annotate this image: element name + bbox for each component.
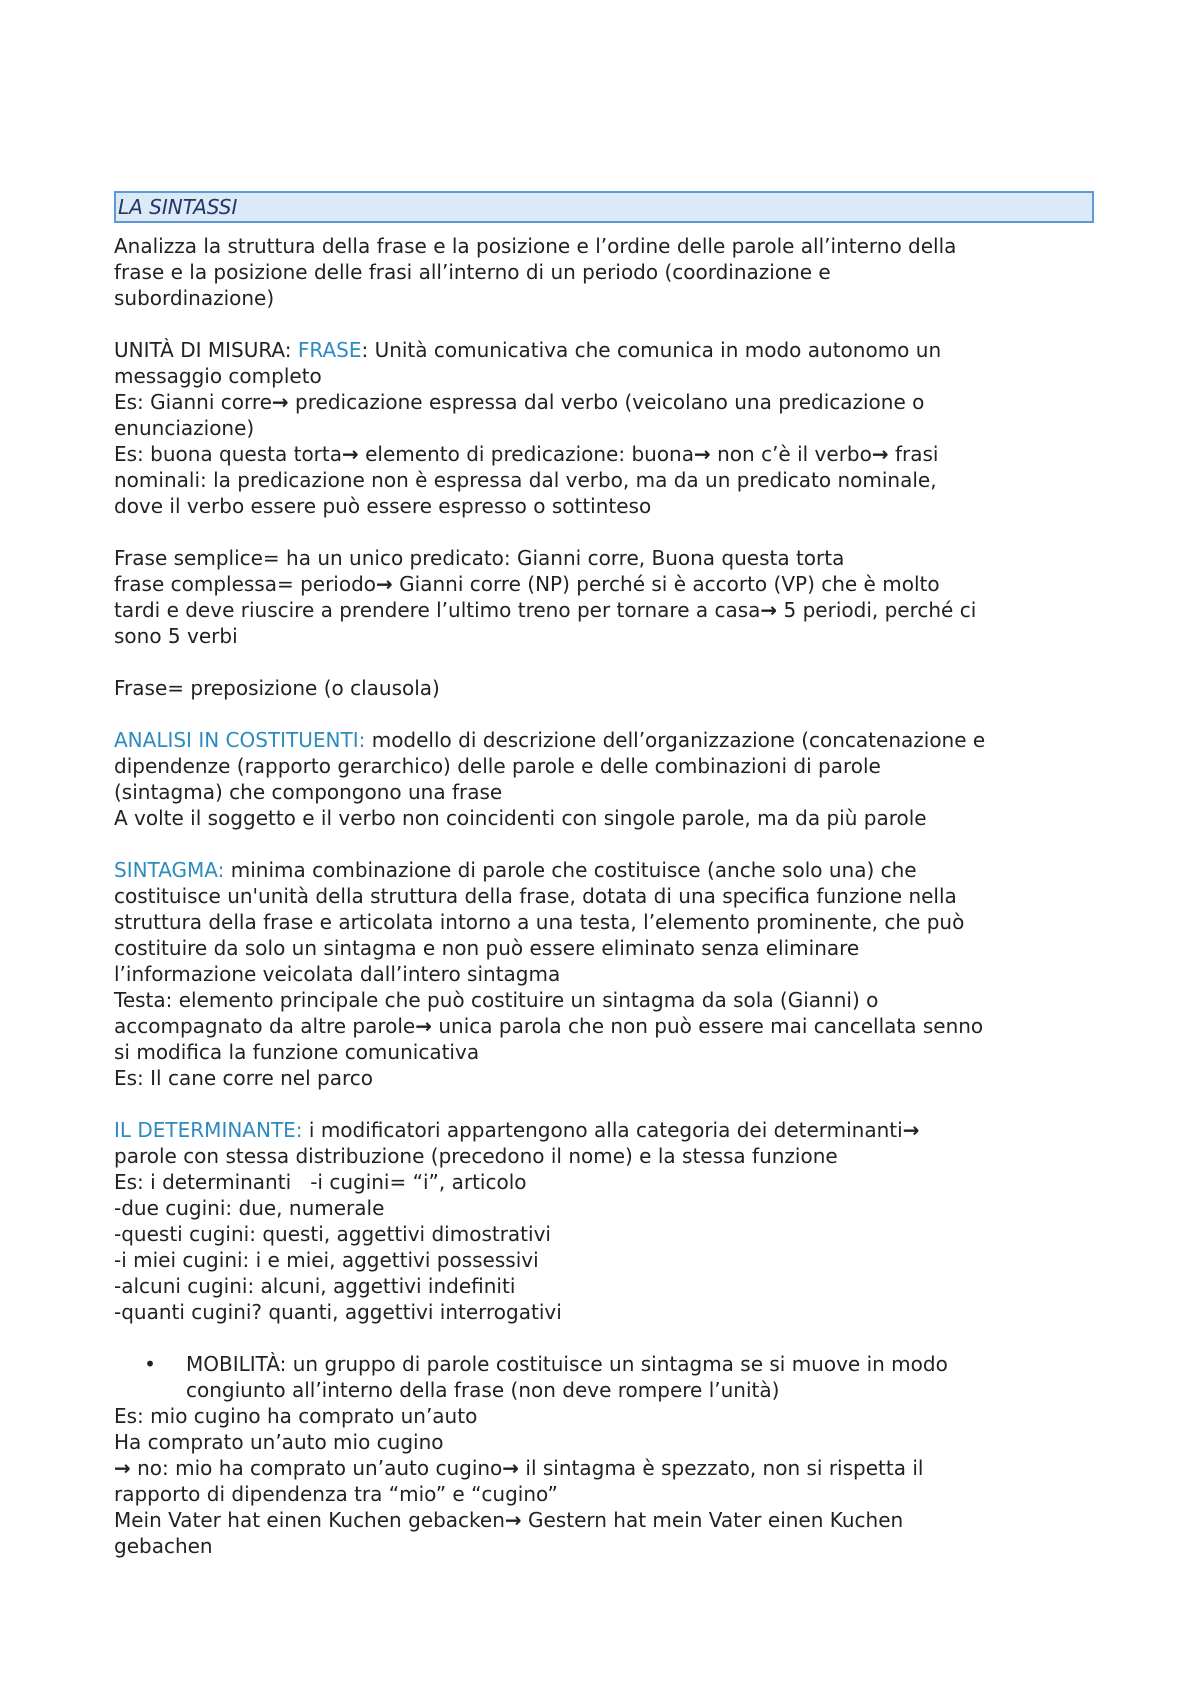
text-line: dove il verbo essere può essere espresso o sottinteso [114,494,652,518]
text-line: -questi cugini: questi, aggettivi dimostrativi [114,1222,551,1246]
text-span: : Unità comunicativa che comunica in modo autonomo un [361,338,942,362]
text-line [114,597,1094,623]
arrow-icon: → [760,598,778,622]
unita-paragraph [114,337,1094,519]
text-span: no: mio ha comprato un’auto cugino [130,1456,503,1480]
text-line: -quanti cugini? quanti, aggettivi interrogativi [114,1300,562,1324]
section-term: SINTAGMA: [114,858,225,882]
arrow-icon: → [502,1456,520,1480]
text-line: A volte il soggetto e il verbo non coincidenti con singole parole, ma da più parole [114,806,927,830]
text-line: struttura della frase e articolata intorno a una testa, l’elemento prominente, che può [114,910,965,934]
text-line [114,389,1094,415]
analisi-paragraph [114,727,1094,831]
text-line [114,727,1094,753]
text-line: rapporto di dipendenza tra “mio” e “cugino” [114,1482,558,1506]
intro-paragraph [114,233,1094,311]
text-span: non c’è il verbo [710,442,872,466]
text-line: costituisce un'unità della struttura della frase, dotata di una specifica funzione nella [114,884,957,908]
text-line: -i miei cugini: i e miei, aggettivi possessivi [114,1248,539,1272]
text-line: Testa: elemento principale che può costituire un sintagma da sola (Gianni) o [114,988,879,1012]
text-span: Gianni corre (NP) perché si è accorto (VP) che è molto [392,572,940,596]
text-line: MOBILITÀ: un gruppo di parole costituisce un sintagma se si muove in modo [186,1352,948,1376]
section-term: ANALISI IN COSTITUENTI: [114,728,366,752]
text-line: messaggio completo [114,364,322,388]
arrow-icon: → [504,1508,522,1532]
text-span: accompagnato da altre parole [114,1014,416,1038]
arrow-icon: → [415,1014,432,1038]
text-line: Ha comprato un’auto mio cugino [114,1430,444,1454]
text-line: gebachen [114,1534,213,1558]
text-line: frase e la posizione delle frasi all’interno di un periodo (coordinazione e [114,260,831,284]
text-line: parole con stessa distribuzione (precedono il nome) e la stessa funzione [114,1144,838,1168]
text-line [114,1117,1094,1143]
text-span: il sintagma è spezzato, non si rispetta il [519,1456,924,1480]
text-line: congiunto all’interno della frase (non deve rompere l’unità) [186,1378,780,1402]
page-title: LA SINTASSI [114,191,1094,223]
section-term: IL DETERMINANTE: [114,1118,303,1142]
arrow-icon: → [871,442,889,466]
text-line: Es: Il cane corre nel parco [114,1066,373,1090]
text-line [114,337,1094,363]
text-span: Gestern hat mein Vater einen Kuchen [521,1508,904,1532]
arrow-icon: → [342,442,359,466]
text-line: -due cugini: due, numerale [114,1196,385,1220]
text-span: modello di descrizione dell’organizzazione (concatenazione e [365,728,986,752]
arrow-icon: → [271,390,289,414]
text-line: l’informazione veicolata dall’intero sintagma [114,962,561,986]
text-span: unica parola che non può essere mai cancellata senno [432,1014,984,1038]
text-line [114,441,1094,467]
determinante-paragraph [114,1117,1094,1325]
frase-preposizione-paragraph [114,675,1094,701]
text-span: tardi e deve riuscire a prendere l’ultimo treno per tornare a casa [114,598,761,622]
text-line: Frase= preposizione (o clausola) [114,676,440,700]
text-line: Frase semplice= ha un unico predicato: Gianni corre, Buona questa torta [114,546,845,570]
text-line: enunciazione) [114,416,255,440]
text-line: -alcuni cugini: alcuni, aggettivi indefiniti [114,1274,516,1298]
text-span: Es: buona questa torta [114,442,342,466]
text-span: minima combinazione di parole che costituisce (anche solo una) che [224,858,917,882]
arrow-icon: → [376,572,393,596]
text-span: frase complessa= periodo [114,572,377,596]
text-line: sono 5 verbi [114,624,238,648]
bullet-text [186,1351,1094,1403]
text-line [114,1013,1094,1039]
bullet-icon: • [144,1352,156,1376]
text-line: nominali: la predicazione non è espressa dal verbo, ma da un predicato nominale, [114,468,937,492]
mobilita-paragraph [114,1351,1094,1559]
text-line [114,857,1094,883]
text-span: Es: Gianni corre [114,390,272,414]
text-line [114,1455,1094,1481]
text-span: 5 periodi, perché ci [777,598,977,622]
text-span: elemento di predicazione: buona [358,442,694,466]
text-line [114,571,1094,597]
text-span: i modificatori appartengono alla categoria dei determinanti [302,1118,903,1142]
text-line [114,1507,1094,1533]
text-line: costituire da solo un sintagma e non può essere eliminato senza eliminare [114,936,860,960]
section-label: UNITÀ DI MISURA: [114,338,298,362]
arrow-icon: → [114,1456,131,1480]
text-span: predicazione espressa dal verbo (veicolano una predicazione o [288,390,925,414]
arrow-icon: → [694,442,711,466]
document-page [114,191,1094,1559]
section-term: FRASE [297,338,362,362]
sintagma-paragraph [114,857,1094,1091]
text-line: Es: i determinanti -i cugini= “i”, articolo [114,1170,527,1194]
text-line: subordinazione) [114,286,275,310]
text-line: si modifica la funzione comunicativa [114,1040,480,1064]
text-line: Es: mio cugino ha comprato un’auto [114,1404,478,1428]
text-span: frasi [888,442,939,466]
text-line: (sintagma) che compongono una frase [114,780,503,804]
text-line: dipendenze (rapporto gerarchico) delle parole e delle combinazioni di parole [114,754,881,778]
text-span: Mein Vater hat einen Kuchen gebacken [114,1508,505,1532]
arrow-icon: → [902,1118,920,1142]
frase-semplice-paragraph [114,545,1094,649]
list-item [114,1351,1094,1403]
text-line: Analizza la struttura della frase e la posizione e l’ordine delle parole all’interno della [114,234,957,258]
